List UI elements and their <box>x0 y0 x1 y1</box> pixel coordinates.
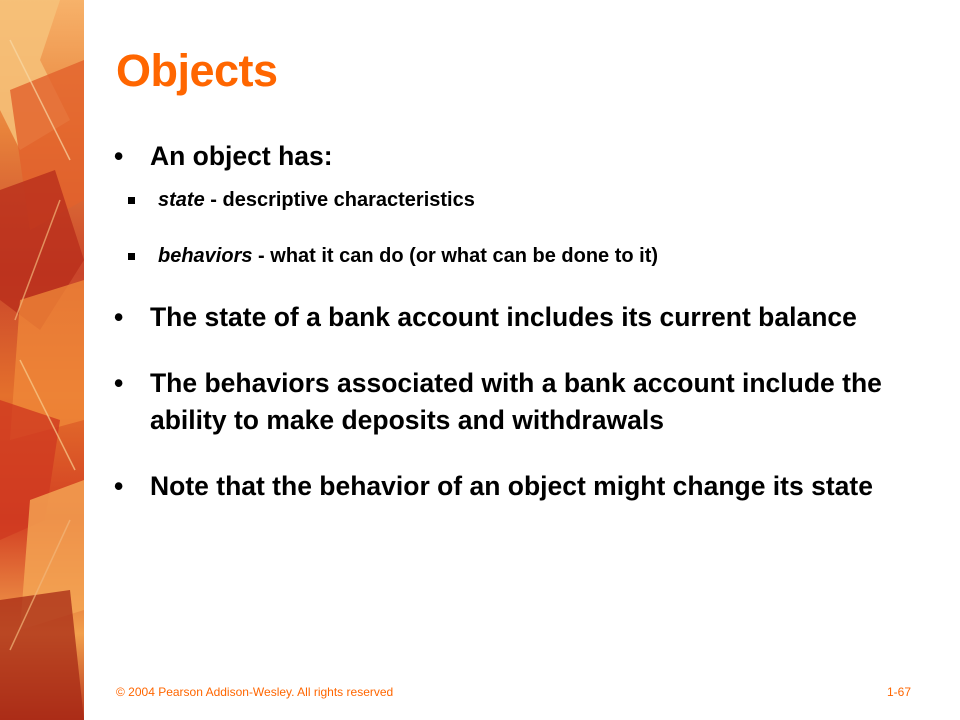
bullet-marker: • <box>114 471 124 501</box>
leaf-art <box>0 0 84 720</box>
term-separator: - <box>252 245 271 267</box>
sub-bullet-item <box>114 187 914 213</box>
copyright-footer: © 2004 Pearson Addison-Wesley. All rights reserved <box>116 685 394 699</box>
bullet-text: An object has: <box>150 141 333 171</box>
bullet-item <box>114 138 914 269</box>
square-bullet-icon <box>128 197 135 204</box>
bullet-text: Note that the behavior of an object might change its state <box>150 471 873 501</box>
bullet-marker: • <box>114 368 124 398</box>
bullet-list <box>114 138 914 505</box>
term-description: what it can do (or what can be done to it) <box>270 245 659 267</box>
bullet-marker: • <box>114 302 124 332</box>
square-bullet-icon <box>128 253 135 260</box>
page-number: 1-67 <box>887 685 912 699</box>
bullet-item <box>114 468 914 505</box>
slide-title: Objects <box>116 45 278 96</box>
bullet-marker: • <box>114 141 124 171</box>
sub-bullet-list <box>114 187 914 269</box>
autumn-leaves-image <box>0 0 84 720</box>
bullet-item <box>114 365 914 439</box>
term-behaviors: behaviors <box>158 245 253 267</box>
bullet-text: The behaviors associated with a bank account include the ability to make deposits and withdrawals <box>150 368 882 435</box>
bullet-text: The state of a bank account includes its current balance <box>150 302 857 332</box>
term-separator: - <box>204 189 223 211</box>
term-state: state <box>158 189 205 211</box>
sub-bullet-item <box>114 243 914 269</box>
bullet-item <box>114 299 914 336</box>
term-description: descriptive characteristics <box>222 189 475 211</box>
